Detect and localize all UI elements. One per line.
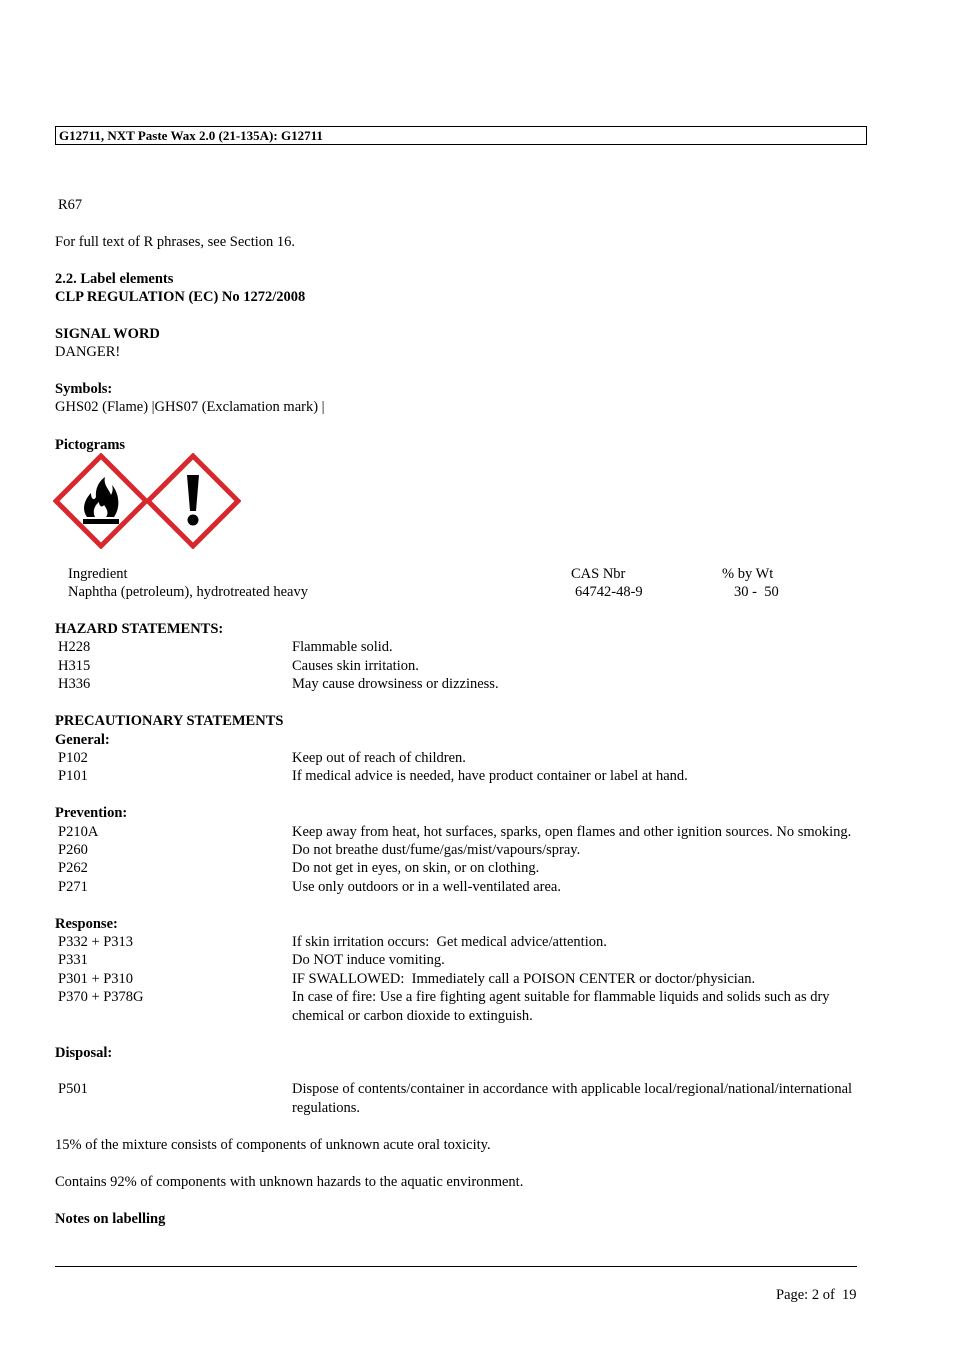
hazard-code: H336 <box>58 676 91 692</box>
precaution-text-continued: regulations. <box>292 1100 361 1116</box>
response-heading: Response: <box>55 916 118 932</box>
pct-header: % by Wt <box>722 566 774 582</box>
pictograms-heading: Pictograms <box>55 437 126 453</box>
precaution-code: P332 + P313 <box>58 934 134 950</box>
precautionary-heading: PRECAUTIONARY STATEMENTS <box>55 713 284 729</box>
precaution-text: If medical advice is needed, have product container or label at hand. <box>292 768 688 784</box>
precaution-code: P271 <box>58 879 88 895</box>
precaution-text: Keep away from heat, hot surfaces, sparks, open flames and other ignition sources. No smoking. <box>292 824 852 840</box>
hazard-code: H228 <box>58 639 91 655</box>
cas-header: CAS Nbr <box>571 566 626 582</box>
precaution-text: Do not breathe dust/fume/gas/mist/vapours/spray. <box>292 842 581 858</box>
hazard-text: May cause drowsiness or dizziness. <box>292 676 499 692</box>
footer-divider <box>55 1266 857 1267</box>
r-phrase-note: For full text of R phrases, see Section 16. <box>55 234 296 250</box>
precaution-code: P210A <box>58 824 99 840</box>
precaution-text-continued: chemical or carbon dioxide to extinguish. <box>292 1008 533 1024</box>
document-header <box>55 126 867 145</box>
document-header-title: G12711, NXT Paste Wax 2.0 (21-135A): G12711 <box>59 128 323 143</box>
notes-on-labelling-heading: Notes on labelling <box>55 1211 166 1227</box>
oral-toxicity-note: 15% of the mixture consists of components of unknown acute oral toxicity. <box>55 1137 491 1153</box>
precaution-code: P101 <box>58 768 88 784</box>
aquatic-note: Contains 92% of components with unknown hazards to the aquatic environment. <box>55 1174 524 1190</box>
precaution-text: Do NOT induce vomiting. <box>292 952 445 968</box>
ingredient-header: Ingredient <box>68 566 128 582</box>
precaution-text: IF SWALLOWED: Immediately call a POISON CENTER or doctor/physician. <box>292 971 756 987</box>
prevention-heading: Prevention: <box>55 805 128 821</box>
precaution-text: Dispose of contents/container in accordance with applicable local/regional/national/international <box>292 1081 853 1097</box>
hazard-text: Flammable solid. <box>292 639 393 655</box>
label-elements-heading: 2.2. Label elements <box>55 271 174 287</box>
signal-word-value: DANGER! <box>55 344 121 360</box>
ingredient-name: Naphtha (petroleum), hydrotreated heavy <box>68 584 308 600</box>
precaution-code: P102 <box>58 750 88 766</box>
clp-regulation: CLP REGULATION (EC) No 1272/2008 <box>55 289 306 305</box>
page-number: Page: 2 of 19 <box>776 1287 857 1303</box>
flame-icon <box>53 453 149 549</box>
hazard-statements-heading: HAZARD STATEMENTS: <box>55 621 224 637</box>
precaution-text: Do not get in eyes, on skin, or on clothing. <box>292 860 540 876</box>
hazard-code: H315 <box>58 658 91 674</box>
precaution-code: P331 <box>58 952 88 968</box>
ingredient-pct: 30 - 50 <box>734 584 779 600</box>
precaution-code: P370 + P378G <box>58 989 144 1005</box>
exclamation-icon <box>145 453 241 549</box>
precaution-text: Use only outdoors or in a well-ventilated area. <box>292 879 561 895</box>
precaution-code: P260 <box>58 842 88 858</box>
symbols-heading: Symbols: <box>55 381 113 397</box>
signal-word-heading: SIGNAL WORD <box>55 326 160 342</box>
hazard-text: Causes skin irritation. <box>292 658 419 674</box>
ingredient-cas: 64742-48-9 <box>575 584 643 600</box>
disposal-heading: Disposal: <box>55 1045 113 1061</box>
precaution-text: In case of fire: Use a fire fighting agent suitable for flammable liquids and solids such as dry <box>292 989 830 1005</box>
r-phrase: R67 <box>58 197 83 213</box>
precaution-text: If skin irritation occurs: Get medical advice/attention. <box>292 934 607 950</box>
precaution-code: P501 <box>58 1081 88 1097</box>
symbols-value: GHS02 (Flame) |GHS07 (Exclamation mark) | <box>55 399 325 415</box>
precaution-code: P262 <box>58 860 88 876</box>
general-heading: General: <box>55 732 110 748</box>
precaution-code: P301 + P310 <box>58 971 134 987</box>
precaution-text: Keep out of reach of children. <box>292 750 466 766</box>
